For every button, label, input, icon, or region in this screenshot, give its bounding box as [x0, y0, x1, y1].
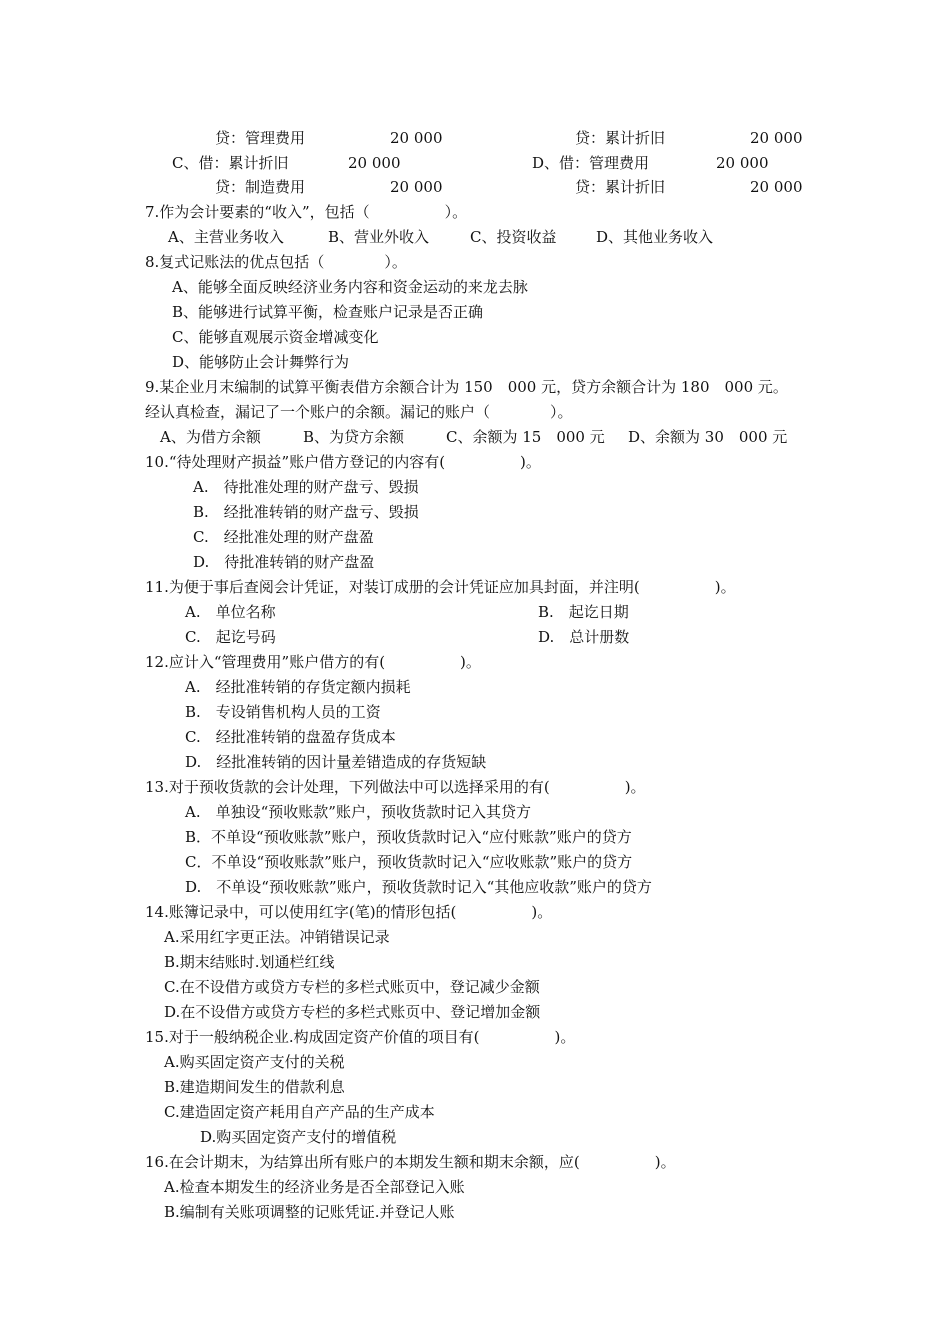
- option-a: A. 单独设“预收账款”账户，预收货款时记入其贷方: [185, 803, 531, 821]
- option-a: A. 待批准处理的财产盘亏、毁损: [193, 478, 419, 496]
- option-d: D. 待批准转销的财产盘盈: [193, 553, 375, 571]
- entry-account: 贷：累计折旧: [575, 178, 666, 196]
- option-a: A、主营业务收入: [168, 228, 284, 246]
- option-a: A.采用红字更正法。冲销错误记录: [164, 928, 390, 946]
- option-a: A. 经批准转销的存货定额内损耗: [185, 678, 411, 696]
- option-d: D. 经批准转销的因计量差错造成的存货短缺: [185, 753, 487, 771]
- option-d: D.在不设借方或贷方专栏的多栏式账页中、登记增加金额: [164, 1003, 541, 1021]
- question-14-stem: 14.账簿记录中，可以使用红字(笔)的情形包括( )。: [145, 903, 553, 921]
- option-c: C. 起讫号码: [185, 628, 276, 646]
- option-c: C．不单设“预收账款”账户，预收货款时记入“应收账款”账户的贷方: [185, 853, 633, 871]
- option-a: A.检查本期发生的经济业务是否全部登记入账: [164, 1178, 465, 1196]
- option-b: B.编制有关账项调整的记账凭证.并登记人账: [164, 1203, 455, 1221]
- question-11-options-row2: [0, 627, 950, 647]
- option-b: B. 经批准转销的财产盘亏、毁损: [193, 503, 419, 521]
- entry-row-1: [0, 128, 950, 148]
- entry-account: 贷：制造费用: [215, 178, 306, 196]
- option-c: C. 经批准处理的财产盘盈: [193, 528, 374, 546]
- question-9-stem: 9.某企业月末编制的试算平衡表借方余额合计为 150 000 元，贷方余额合计为 180 000 元。: [145, 378, 788, 396]
- option-a: A、能够全面反映经济业务内容和资金运动的来龙去脉: [172, 278, 528, 296]
- option-b: B. 起讫日期: [538, 603, 629, 621]
- entry-amount: 20 000: [390, 129, 443, 147]
- entry-account: D、借：管理费用: [532, 154, 650, 172]
- option-b: B.建造期间发生的借款利息: [164, 1078, 345, 1096]
- option-d: D、其他业务收入: [596, 228, 714, 246]
- option-d: D.购买固定资产支付的增值税: [200, 1128, 397, 1146]
- entry-amount: 20 000: [716, 154, 769, 172]
- option-c: C.在不设借方或贷方专栏的多栏式账页中，登记减少金额: [164, 978, 540, 996]
- option-b: B、为贷方余额: [303, 428, 405, 446]
- option-c: C.建造固定资产耗用自产产品的生产成本: [164, 1103, 435, 1121]
- question-15-stem: 15.对于一般纳税企业.构成固定资产价值的项目有( )。: [145, 1028, 576, 1046]
- question-7-stem: 7.作为会计要素的“收入”，包括（ ）。: [145, 203, 468, 221]
- option-a: A.购买固定资产支付的关税: [164, 1053, 345, 1071]
- option-c: C、投资收益: [470, 228, 557, 246]
- entry-row-2: [0, 153, 950, 173]
- option-b: B、营业外收入: [328, 228, 430, 246]
- question-11-options-row1: [0, 602, 950, 622]
- option-b: B．不单设“预收账款”账户，预收货款时记入“应付账款”账户的贷方: [185, 828, 632, 846]
- entry-account: 贷：累计折旧: [575, 129, 666, 147]
- entry-account: 贷：管理费用: [215, 129, 306, 147]
- question-16-stem: 16.在会计期末，为结算出所有账户的本期发生额和期末余额，应( )。: [145, 1153, 676, 1171]
- entry-amount: 20 000: [348, 154, 401, 172]
- option-c: C、能够直观展示资金增减变化: [172, 328, 379, 346]
- entry-amount: 20 000: [750, 129, 803, 147]
- option-d: D、能够防止会计舞弊行为: [172, 353, 350, 371]
- option-a: A、为借方余额: [160, 428, 261, 446]
- entry-amount: 20 000: [390, 178, 443, 196]
- option-d: D、余额为 30 000 元: [628, 428, 788, 446]
- entry-row-3: [0, 177, 950, 197]
- question-8-stem: 8.复式记账法的优点包括（ ）。: [145, 253, 407, 271]
- option-d: D. 总计册数: [538, 628, 630, 646]
- option-c: C、余额为 15 000 元: [446, 428, 605, 446]
- option-b: B.期末结账时.划通栏红线: [164, 953, 335, 971]
- question-11-stem: 11.为便于事后查阅会计凭证，对装订成册的会计凭证应加具封面，并注明( )。: [145, 578, 736, 596]
- question-7-options: [0, 227, 950, 247]
- option-d: D. 不单设“预收账款”账户，预收货款时记入“其他应收款”账户的贷方: [185, 878, 652, 896]
- option-a: A. 单位名称: [185, 603, 276, 621]
- option-b: B. 专设销售机构人员的工资: [185, 703, 381, 721]
- entry-amount: 20 000: [750, 178, 803, 196]
- option-c: C. 经批准转销的盘盈存货成本: [185, 728, 396, 746]
- option-b: B、能够进行试算平衡，检查账户记录是否正确: [172, 303, 484, 321]
- question-10-stem: 10.“待处理财产损益”账户借方登记的内容有( )。: [145, 453, 541, 471]
- question-9-options: [0, 427, 950, 447]
- entry-account: C、借：累计折旧: [172, 154, 289, 172]
- question-13-stem: 13.对于预收货款的会计处理，下列做法中可以选择采用的有( )。: [145, 778, 646, 796]
- question-12-stem: 12.应计入“管理费用”账户借方的有( )。: [145, 653, 481, 671]
- question-9-stem-cont: 经认真检查，漏记了一个账户的余额。漏记的账户（ ）。: [145, 403, 573, 421]
